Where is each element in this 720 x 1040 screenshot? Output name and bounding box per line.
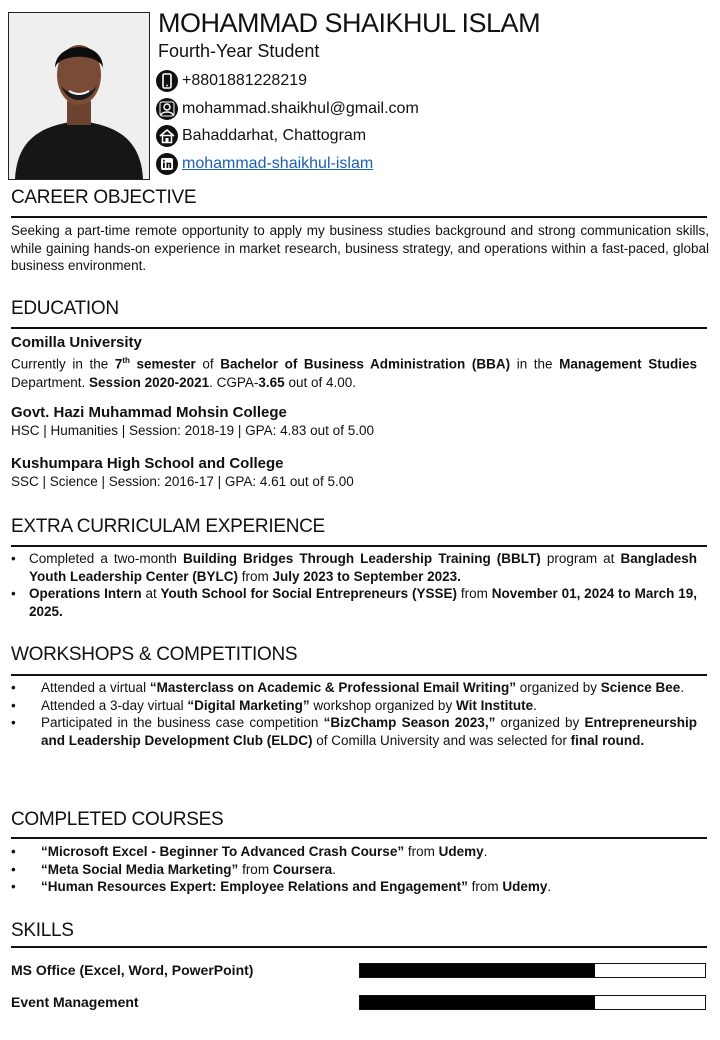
address-text: Bahaddarhat, Chattogram (182, 127, 367, 144)
linkedin-link[interactable]: mohammad-shaikhul-islam (182, 155, 374, 172)
section-divider (11, 946, 707, 948)
candidate-name: MOHAMMAD SHAIKHUL ISLAM (158, 8, 541, 38)
education-detail: Currently in the 7th semester of Bachelor of Business Administration (BBA) in the Management Studies Department. Session 2020-2021. CGPA-3.65 out of 4.00. (11, 356, 698, 390)
skill-level-fill (360, 964, 595, 977)
list-item: • Completed a two-month Building Bridges Through Leadership Training (BBLT) program at Bangladesh Youth Leadership Center (BYLC) from July 2023 to September 2023. (11, 551, 698, 584)
section-divider (11, 837, 707, 839)
phone-icon (156, 70, 178, 92)
list-item: • Attended a 3-day virtual “Digital Marketing” workshop organized by Wit Institute. (11, 697, 537, 713)
section-title-workshops: WORKSHOPS & COMPETITIONS (11, 644, 298, 665)
list-item: • “Human Resources Expert: Employee Relations and Engagement” from Udemy. (11, 879, 552, 894)
institution-name: Kushumpara High School and College (11, 455, 284, 472)
contact-address (156, 124, 366, 148)
courses-list (11, 843, 697, 896)
section-title-objective: CAREER OBJECTIVE (11, 187, 197, 208)
contact-linkedin (156, 152, 373, 176)
education-item (11, 455, 697, 491)
phone-number: +8801881228219 (182, 72, 308, 89)
list-item: • Participated in the business case competition “BizChamp Season 2023,” organized by Entrepreneurship and Leadership Development Club (ELDC) of Comilla University and was selected for final round. (11, 715, 698, 748)
home-icon (156, 125, 178, 147)
section-title-education: EDUCATION (11, 298, 119, 319)
education-item (11, 404, 697, 440)
section-divider (11, 674, 707, 676)
objective-text: Seeking a part-time remote opportunity to apply my business studies background and strong communication skills, while gaining hands-on experience in market research, business strategy, and operations within a fast-paced, global business environment. (11, 223, 709, 273)
section-title-skills: SKILLS (11, 920, 74, 941)
contact-email (156, 97, 419, 121)
skill-level-fill (360, 996, 595, 1009)
profile-photo (8, 12, 150, 180)
extracurricular-list (11, 550, 697, 620)
education-item (11, 334, 697, 392)
list-item: • Attended a virtual “Masterclass on Academic & Professional Email Writing” organized by Science Bee. (11, 680, 685, 695)
institution-name: Govt. Hazi Muhammad Mohsin College (11, 404, 287, 421)
email-user-icon (156, 98, 178, 120)
institution-name: Comilla University (11, 334, 142, 351)
skill-name: MS Office (Excel, Word, PowerPoint) (11, 962, 254, 978)
list-item: • Operations Intern at Youth School for Social Entrepreneurs (YSSE) from November 01, 2024 to March 19, 2025. (11, 586, 697, 619)
list-item: • “Microsoft Excel - Beginner To Advanced Crash Course” from Udemy. (11, 844, 488, 859)
section-divider (11, 545, 707, 547)
skill-level-bar (359, 963, 706, 978)
skill-level-bar (359, 995, 706, 1010)
section-title-extracurricular: EXTRA CURRICULAM EXPERIENCE (11, 516, 325, 537)
skill-name: Event Management (11, 994, 139, 1010)
email-address[interactable]: mohammad.shaikhul@gmail.com (182, 100, 419, 117)
workshops-list (11, 679, 697, 749)
contact-phone (156, 69, 307, 93)
linkedin-icon (156, 153, 178, 175)
education-detail: HSC | Humanities | Session: 2018-19 | GPA: 4.83 out of 5.00 (11, 423, 374, 438)
education-detail: SSC | Science | Session: 2016-17 | GPA: 4.61 out of 5.00 (11, 474, 354, 489)
section-title-courses: COMPLETED COURSES (11, 809, 224, 830)
section-divider (11, 327, 707, 329)
candidate-role: Fourth-Year Student (158, 41, 320, 61)
list-item: • “Meta Social Media Marketing” from Coursera. (11, 861, 336, 877)
section-divider (11, 216, 707, 218)
